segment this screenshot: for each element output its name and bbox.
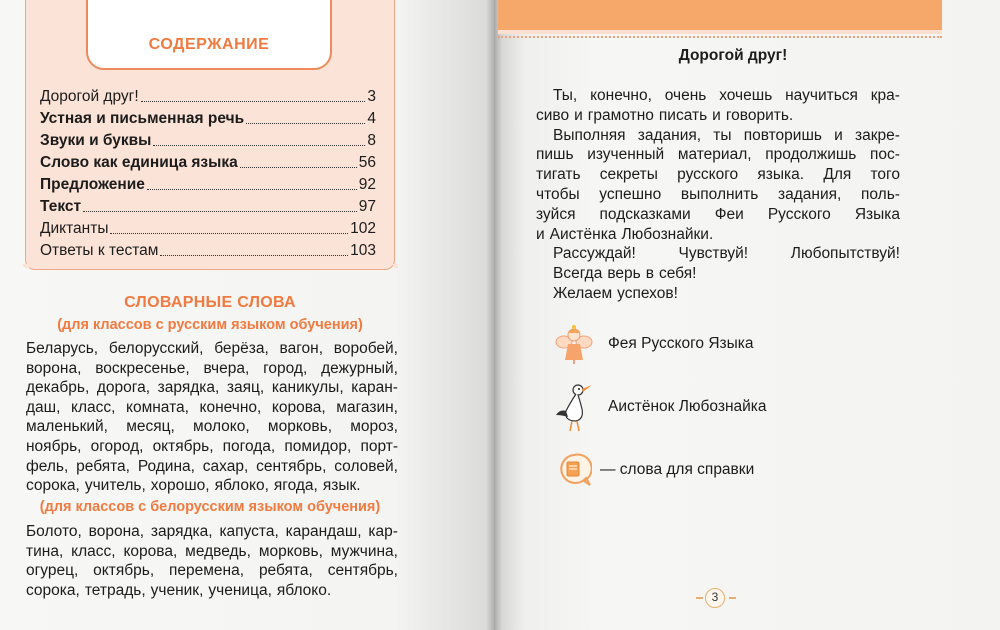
letter-line bbox=[536, 225, 900, 245]
word: Желаем bbox=[553, 284, 613, 302]
word: языка. bbox=[757, 166, 805, 184]
word: Беларусь, bbox=[26, 340, 99, 357]
word: магазин, bbox=[336, 398, 398, 416]
letter-line bbox=[536, 284, 900, 304]
word: сентябрь, bbox=[327, 562, 398, 580]
legend-fairy bbox=[548, 318, 754, 370]
word: каран- bbox=[351, 379, 398, 397]
word: себя! bbox=[658, 265, 697, 283]
word: корова, bbox=[123, 542, 178, 560]
toc-leader-dots bbox=[153, 145, 365, 146]
toc-item[interactable] bbox=[40, 106, 376, 128]
letter-line bbox=[536, 264, 900, 284]
letter-line bbox=[536, 205, 900, 225]
word: сорока, bbox=[26, 477, 80, 495]
fairy-icon bbox=[548, 318, 600, 370]
word: Родина, bbox=[137, 457, 195, 475]
word: ученик, bbox=[150, 581, 204, 599]
word: морковь, bbox=[267, 418, 333, 436]
word: задания, bbox=[637, 126, 702, 144]
word: яблоко. bbox=[276, 581, 332, 599]
word: город, bbox=[263, 359, 308, 377]
toc-item-page: 8 bbox=[367, 132, 376, 149]
toc-item-title: Ответы к тестам bbox=[40, 242, 159, 259]
vocabulary-belarusian-subtitle: (для классов с белорусским языком обучения) bbox=[39, 499, 381, 515]
word: ребята, bbox=[76, 457, 130, 475]
word: фель, bbox=[26, 457, 69, 475]
word: сентябрь, bbox=[256, 457, 327, 475]
vocabulary-belarusian-list bbox=[26, 522, 398, 600]
word: и bbox=[834, 126, 843, 144]
vocabulary-line bbox=[26, 378, 398, 398]
toc-item-page: 97 bbox=[358, 198, 376, 215]
vocabulary-title: СЛОВАРНЫЕ СЛОВА bbox=[124, 294, 296, 311]
word: в bbox=[645, 265, 654, 283]
toc-item-page: 3 bbox=[367, 88, 376, 105]
word: октябрь, bbox=[93, 562, 155, 580]
letter-line bbox=[536, 185, 900, 205]
vocabulary-line bbox=[26, 457, 398, 477]
word: успешно bbox=[599, 185, 662, 203]
toc-item-page: 4 bbox=[367, 110, 376, 127]
word: заяц, bbox=[226, 379, 265, 397]
word: конечно, bbox=[199, 398, 262, 416]
word: поль- bbox=[860, 185, 900, 203]
word: Языка bbox=[854, 205, 900, 223]
word: секреты bbox=[599, 166, 658, 184]
toc-item[interactable] bbox=[40, 216, 376, 238]
word: вчера, bbox=[203, 359, 250, 377]
letter-line bbox=[536, 86, 900, 106]
page-number-dash-icon bbox=[729, 597, 736, 599]
word: Рассуждай! bbox=[553, 245, 636, 263]
toc-item-page: 56 bbox=[358, 154, 376, 171]
word: кар- bbox=[368, 523, 398, 540]
word: помидор, bbox=[284, 437, 352, 455]
word: капуста, bbox=[219, 523, 279, 540]
toc-leader-dots bbox=[110, 233, 348, 234]
word: изученный bbox=[587, 146, 665, 164]
header-band-strip bbox=[498, 30, 942, 34]
page-number-badge bbox=[696, 587, 736, 609]
toc-item-title: Звуки и буквы bbox=[40, 132, 152, 149]
vocabulary-line bbox=[26, 398, 398, 418]
word: зарядка, bbox=[150, 523, 213, 540]
word: комната, bbox=[126, 398, 189, 416]
toc-item[interactable] bbox=[40, 172, 376, 194]
toc-leader-dots bbox=[160, 255, 348, 256]
word: молоко, bbox=[193, 418, 250, 436]
word: русского bbox=[677, 166, 739, 184]
word: кра- bbox=[870, 87, 900, 104]
legend-reference-label: — слова для справки bbox=[600, 461, 755, 478]
word: сорока, bbox=[26, 581, 80, 599]
toc-item-page: 103 bbox=[350, 242, 376, 259]
word: мужчина, bbox=[330, 542, 398, 560]
word: тигать bbox=[536, 166, 581, 184]
word: Русского bbox=[767, 205, 831, 223]
word: порт- bbox=[360, 437, 398, 455]
toc-leader-dots bbox=[240, 167, 357, 168]
word: огурец, bbox=[26, 562, 79, 580]
word: вагон, bbox=[279, 340, 324, 357]
word: зуйся bbox=[536, 205, 576, 223]
vocabulary-russian-subtitle: (для классов с русским языком обучения) bbox=[57, 317, 363, 333]
word: перемена, bbox=[169, 562, 245, 580]
word: Всегда bbox=[553, 265, 603, 283]
word: тетрадь, bbox=[84, 581, 146, 599]
word: Выполняя bbox=[553, 126, 626, 144]
word: говорить. bbox=[725, 106, 794, 124]
toc-item-page: 92 bbox=[358, 176, 376, 193]
word: продолжишь bbox=[765, 146, 857, 164]
word: сиво bbox=[536, 106, 570, 124]
vocabulary-line bbox=[26, 417, 398, 437]
word: пишь bbox=[536, 146, 574, 164]
word: яблоко, bbox=[214, 477, 269, 495]
word: научиться bbox=[785, 87, 858, 104]
word: берёза, bbox=[214, 340, 269, 357]
word: маленький, bbox=[26, 418, 108, 436]
toc-item[interactable] bbox=[40, 128, 376, 150]
toc-item-title: Предложение bbox=[40, 176, 145, 193]
word: учитель, bbox=[84, 477, 146, 495]
word: класс, bbox=[70, 398, 116, 416]
legend-stork-label: Аистёнок Любознайка bbox=[608, 398, 767, 415]
word: и bbox=[574, 106, 583, 124]
header-dotted-rule bbox=[498, 36, 942, 42]
word: тина, bbox=[26, 542, 64, 560]
legend-reference bbox=[548, 444, 754, 496]
word: хочешь bbox=[719, 87, 773, 104]
reference-book-icon bbox=[548, 444, 600, 496]
word: дорога, bbox=[96, 379, 151, 397]
word: Чувствуй! bbox=[678, 245, 749, 263]
toc-panel-scallop-edge bbox=[22, 264, 398, 274]
word: писать bbox=[658, 106, 708, 124]
word: ворона, bbox=[26, 359, 82, 377]
word: и bbox=[712, 106, 721, 124]
word: подсказками bbox=[599, 205, 691, 223]
toc-leader-dots bbox=[141, 101, 366, 102]
vocabulary-line bbox=[26, 476, 398, 496]
word: огород, bbox=[90, 437, 144, 455]
vocabulary-line bbox=[26, 561, 398, 581]
word: выполнить bbox=[680, 185, 759, 203]
word: зарядка, bbox=[157, 379, 220, 397]
word: очень bbox=[664, 87, 707, 104]
word: воробей, bbox=[333, 340, 398, 357]
toc-list bbox=[40, 84, 376, 260]
word: ворона, bbox=[88, 523, 145, 540]
word: ягода, bbox=[273, 477, 318, 495]
word: Аистёнка bbox=[549, 225, 617, 243]
word: декабрь, bbox=[26, 379, 90, 397]
word: грамотно bbox=[587, 106, 654, 124]
word: белорусский, bbox=[108, 340, 204, 357]
word: успехов! bbox=[617, 284, 678, 302]
word: задания, bbox=[778, 185, 842, 203]
letter-line bbox=[536, 165, 900, 185]
word: даш, bbox=[26, 398, 61, 416]
word: ноябрь, bbox=[26, 437, 82, 455]
word: мороз, bbox=[350, 418, 398, 436]
word: конечно, bbox=[590, 87, 652, 104]
toc-leader-dots bbox=[147, 189, 357, 190]
toc-item[interactable] bbox=[40, 84, 376, 106]
toc-item-page: 102 bbox=[350, 220, 376, 237]
vocabulary-russian-list bbox=[26, 339, 398, 496]
word: сахар, bbox=[202, 457, 249, 475]
toc-item[interactable] bbox=[40, 194, 376, 216]
vocabulary-line bbox=[26, 437, 398, 457]
word: карандаш, bbox=[285, 523, 362, 540]
word: и bbox=[536, 225, 545, 243]
vocabulary-line bbox=[26, 522, 398, 542]
word: морковь, bbox=[258, 542, 323, 560]
word: чтобы bbox=[536, 185, 580, 203]
toc-leader-dots bbox=[83, 211, 357, 212]
header-band bbox=[498, 0, 942, 30]
toc-item-title: Слово как единица языка bbox=[40, 154, 238, 171]
word: ученица, bbox=[208, 581, 272, 599]
vocabulary-line bbox=[26, 339, 398, 359]
word: каникулы, bbox=[271, 379, 344, 397]
word: ребята, bbox=[258, 562, 313, 580]
letter-line bbox=[536, 106, 900, 126]
letter-line bbox=[536, 145, 900, 165]
vocabulary-line bbox=[26, 359, 398, 379]
letter-line bbox=[536, 126, 900, 146]
toc-item-title: Устная и письменная речь bbox=[40, 110, 245, 127]
word: верь bbox=[607, 265, 641, 283]
word: Любознайки. bbox=[621, 225, 714, 243]
word: язык. bbox=[322, 477, 361, 495]
word: медведь, bbox=[185, 542, 251, 560]
word: соловей, bbox=[334, 457, 398, 475]
word: октябрь, bbox=[152, 437, 214, 455]
word: пос- bbox=[870, 146, 900, 164]
word: Для bbox=[823, 166, 852, 184]
vocabulary-line bbox=[26, 542, 398, 562]
toc-title-tab bbox=[86, 0, 332, 70]
word: материал, bbox=[677, 146, 752, 164]
toc-item[interactable] bbox=[40, 150, 376, 172]
word: корова, bbox=[271, 398, 326, 416]
toc-item-title: Дорогой друг! bbox=[40, 88, 139, 105]
toc-item-title: Диктанты bbox=[40, 220, 109, 237]
word: повторишь bbox=[743, 126, 822, 144]
word: класс, bbox=[71, 542, 116, 560]
word: дежурный, bbox=[321, 359, 398, 377]
word: закре- bbox=[855, 126, 900, 144]
word: того bbox=[870, 166, 900, 184]
word: Болото, bbox=[26, 523, 82, 540]
word: Любопытствуй! bbox=[790, 245, 900, 263]
toc-item-title: Текст bbox=[40, 198, 82, 215]
stork-icon bbox=[548, 381, 600, 433]
vocabulary-line bbox=[26, 581, 398, 601]
book-gutter-shadow bbox=[486, 0, 502, 630]
word: воскресенье, bbox=[95, 359, 190, 377]
letter-body bbox=[536, 86, 900, 304]
toc-title: СОДЕРЖАНИЕ bbox=[148, 36, 270, 53]
toc-item[interactable] bbox=[40, 238, 376, 260]
word: погода, bbox=[222, 437, 276, 455]
word: хорошо, bbox=[150, 477, 210, 495]
letter-line bbox=[536, 244, 900, 264]
page-number: 3 bbox=[705, 588, 725, 608]
greeting-heading: Дорогой друг! bbox=[678, 47, 788, 64]
legend-stork bbox=[548, 381, 767, 433]
word: месяц, bbox=[126, 418, 175, 436]
left-page bbox=[0, 0, 494, 630]
word: Ты, bbox=[553, 87, 578, 104]
word: ты bbox=[713, 126, 732, 144]
legend-fairy-label: Фея Русского Языка bbox=[608, 335, 754, 352]
toc-leader-dots bbox=[246, 123, 365, 124]
page-number-dash-icon bbox=[696, 597, 703, 599]
word: Феи bbox=[714, 205, 744, 223]
